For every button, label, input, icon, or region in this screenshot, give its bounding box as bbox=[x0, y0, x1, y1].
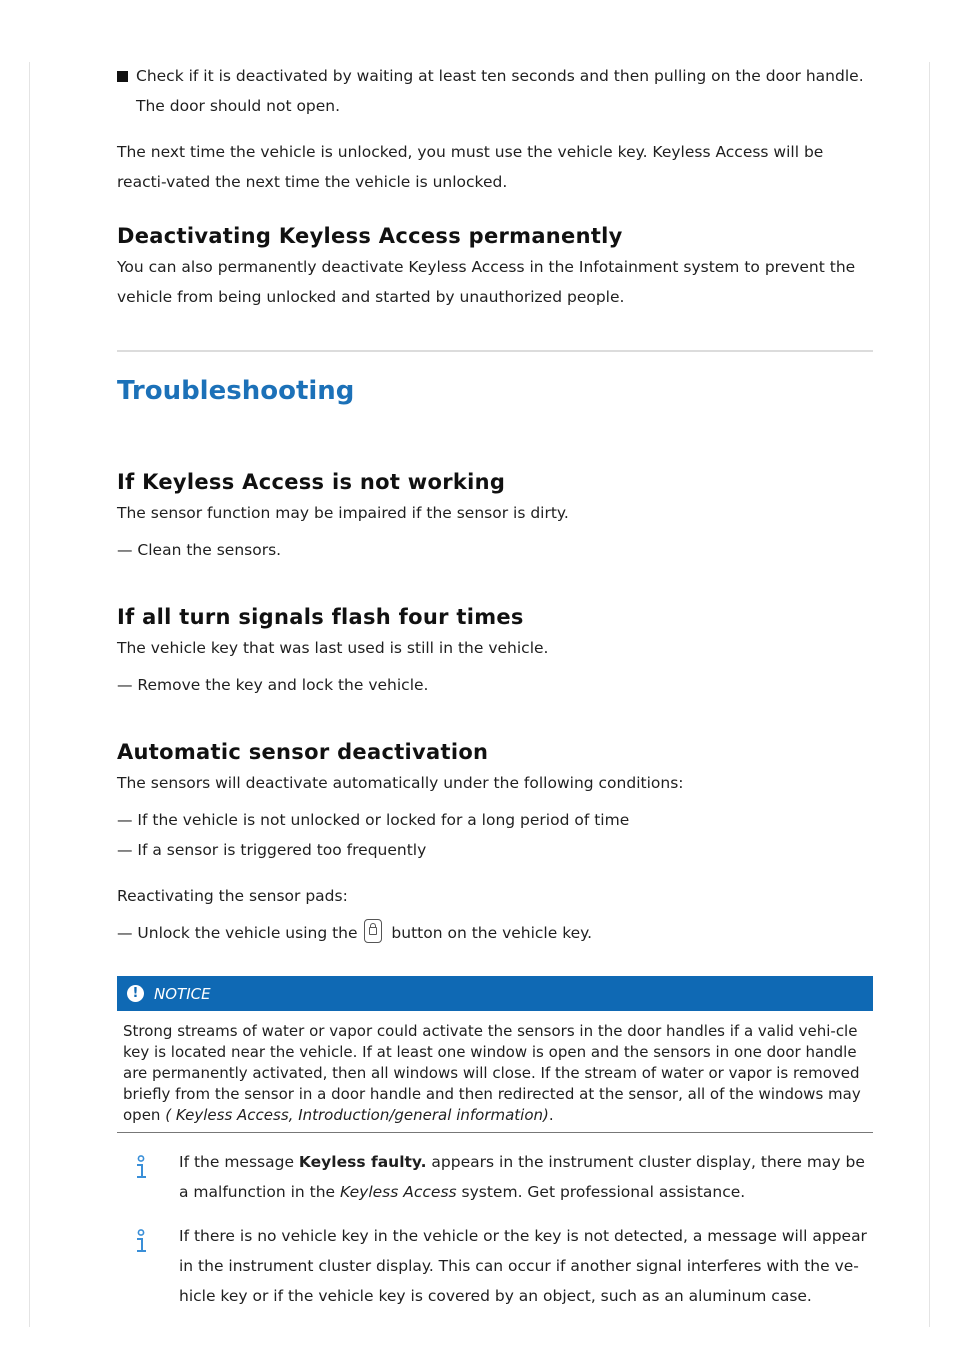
auto-deact-cond2: — If a sensor is triggered too frequently bbox=[117, 841, 427, 859]
notice-box bbox=[117, 976, 873, 1133]
deactivate-text: You can also permanently deactivate Keyless Access in the Infotainment system to prevent the vehicle from being unlocked and started by unauthorized people. bbox=[117, 258, 856, 306]
reactivate-step-post: button on the vehicle key. bbox=[391, 924, 593, 942]
not-working-text: The sensor function may be impaired if the sensor is dirty. bbox=[117, 504, 569, 522]
reactivate-label: Reactivating the sensor pads: bbox=[117, 887, 348, 905]
notice-bottom-rule bbox=[117, 1132, 873, 1133]
right-margin-line bbox=[929, 62, 930, 1327]
info2-text: If there is no vehicle key in the vehicle or the key is not detected, a message will appear in the instrument cluster display. This can occur if another signal interferes with the ve-hicle key or if the vehicle key is covered by an object, such as an aluminum case. bbox=[179, 1227, 867, 1305]
turn-signals-text: The vehicle key that was last used is still in the vehicle. bbox=[117, 639, 549, 657]
notice-reference: ( Keyless Access, Introduction/general information) bbox=[165, 1106, 549, 1124]
unlock-button-icon bbox=[364, 919, 382, 943]
turn-signals-step: — Remove the key and lock the vehicle. bbox=[117, 676, 429, 694]
reactivate-step bbox=[117, 918, 873, 948]
notice-label: NOTICE bbox=[154, 984, 211, 1003]
info-note-faulty bbox=[117, 1147, 873, 1207]
bullet-text: Check if it is deactivated by waiting at least ten seconds and then pulling on the door handle. The door should not open. bbox=[136, 67, 864, 115]
info1-bold: Keyless faulty. bbox=[298, 1153, 427, 1171]
section-divider bbox=[117, 350, 873, 352]
auto-deact-cond1: — If the vehicle is not unlocked or locked for a long period of time bbox=[117, 811, 630, 829]
auto-deact-heading: Automatic sensor deactivation bbox=[117, 740, 489, 764]
left-margin-line bbox=[29, 62, 30, 1327]
troubleshooting-title: Troubleshooting bbox=[117, 376, 355, 406]
reactivate-step-pre: — Unlock the vehicle using the bbox=[117, 924, 358, 942]
turn-signals-heading: If all turn signals flash four times bbox=[117, 605, 524, 629]
notice-end: . bbox=[548, 1106, 554, 1124]
info-icon bbox=[134, 1155, 148, 1181]
info1-italic: Keyless Access bbox=[340, 1183, 457, 1201]
info1-mid: appears in the instrument cluster display, there may be a malfunction in the bbox=[179, 1153, 865, 1201]
info1-pre: If the message bbox=[179, 1153, 294, 1171]
info1-post: system. Get professional assistance. bbox=[461, 1183, 746, 1201]
exclamation-icon: ! bbox=[127, 985, 144, 1002]
not-working-heading: If Keyless Access is not working bbox=[117, 470, 506, 494]
info-icon bbox=[134, 1229, 148, 1255]
not-working-step: — Clean the sensors. bbox=[117, 541, 282, 559]
notice-bar bbox=[117, 976, 873, 1011]
info-note-key bbox=[117, 1221, 873, 1311]
notice-body bbox=[117, 1011, 873, 1132]
auto-deact-text: The sensors will deactivate automatically under the following conditions: bbox=[117, 774, 684, 792]
deactivate-heading: Deactivating Keyless Access permanently bbox=[117, 224, 623, 248]
page-content bbox=[117, 62, 873, 1311]
notice-text: Strong streams of water or vapor could activate the sensors in the door handles if a valid vehi-cle key is located near the vehicle. If at least one window is open and the sensors in one door handle are permanently activated, then all windows will close. If the stream of water or vapor is removed briefly from the sensor in a door handle and then redirected at the sensor, all of the windows may open bbox=[123, 1022, 861, 1124]
square-bullet-icon bbox=[117, 71, 128, 82]
intro-paragraph: The next time the vehicle is unlocked, you must use the vehicle key. Keyless Access will be reacti-vated the next time the vehicle is unlocked. bbox=[117, 143, 824, 191]
check-bullet bbox=[117, 61, 873, 121]
